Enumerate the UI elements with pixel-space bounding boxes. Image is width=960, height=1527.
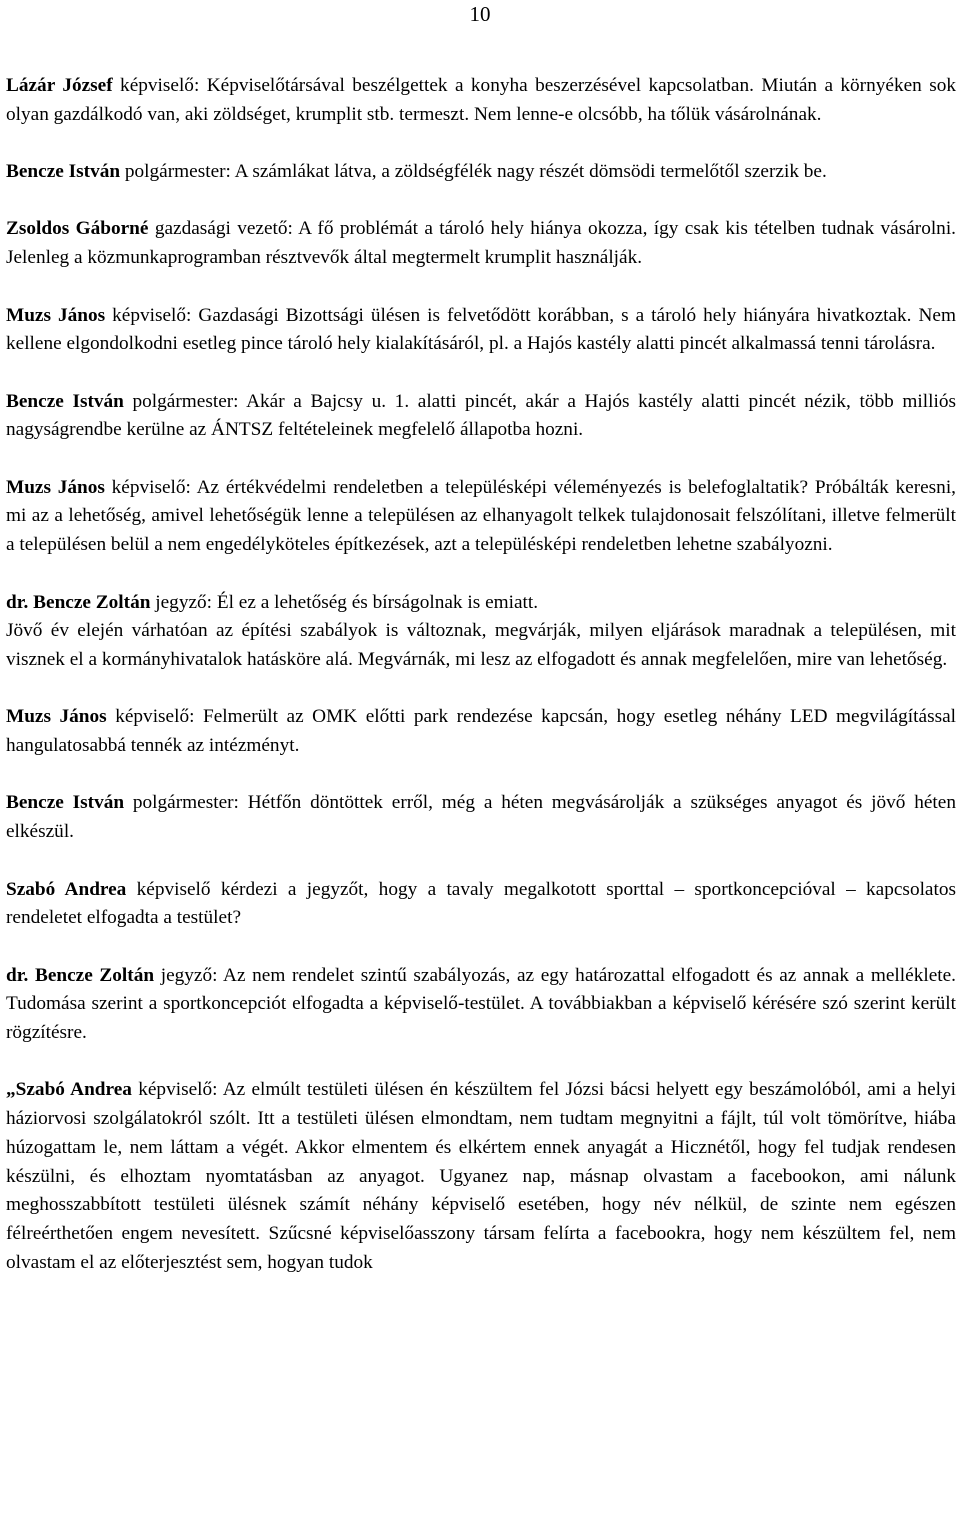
paragraph-4 — [6, 302, 956, 359]
speaker-name: „Szabó Andrea — [6, 1079, 132, 1101]
speaker-name: Muzs János — [6, 706, 107, 728]
paragraph-7 — [6, 589, 956, 618]
speaker-name: Szabó Andrea — [6, 878, 127, 900]
paragraph-2 — [6, 158, 956, 187]
paragraph-9 — [6, 703, 956, 760]
speaker-name: Bencze István — [6, 161, 121, 183]
speaker-name: Zsoldos Gáborné — [6, 218, 149, 240]
paragraph-3 — [6, 215, 956, 272]
paragraph-text: képviselő: Az értékvédelmi rendeletben a településképi véleményezés is belefoglaltatik? Próbálták keresni, mi az a lehetőség, amivel lehetőségük lenne a településen az elhanyagolt telkek tulajdonosait felszólítani, illetve felmerült a településen belül a nem engedélyköteles építkezések, azt a településképi rendeletben lehetne szabályozni. — [6, 476, 956, 556]
paragraph-text: jegyző: Él ez a lehetőség és bírságolnak is emiatt. — [150, 591, 539, 613]
paragraph-12 — [6, 962, 956, 1048]
paragraph-5 — [6, 388, 956, 445]
document-body — [6, 72, 956, 1306]
speaker-name: Muzs János — [6, 476, 105, 498]
paragraph-6 — [6, 474, 956, 560]
paragraph-11 — [6, 876, 956, 933]
speaker-name: dr. Bencze Zoltán — [6, 964, 155, 986]
paragraph-text: Jövő év elején várhatóan az építési szabályok is változnak, megvárják, milyen eljárások maradnak a településen, mit visznek el a kormányhivatalok hatásköre alá. Megvárnák, mi lesz az elfogadott és annak megfelelően, mire van lehetőség. — [6, 620, 956, 670]
paragraph-8 — [6, 617, 956, 674]
paragraph-text: gazdasági vezető: A fő problémát a tároló hely hiánya okozza, így csak kis tételben tudnak vásárolni. Jelenleg a közmunkaprogramban résztvevők által megtermelt krumplit használják. — [6, 218, 957, 269]
page-number: 10 — [469, 2, 491, 26]
paragraph-text: polgármester: A számlákat látva, a zöldségfélék nagy részét dömsödi termelőtől szerzik be. — [120, 161, 827, 183]
speaker-name: Lázár József — [6, 75, 113, 96]
speaker-name: Bencze István — [6, 792, 125, 814]
paragraph-text: képviselő: Gazdasági Bizottsági ülésen is felvetődött korábban, s a tároló hely hiányára hivatkoztak. Nem kellene elgondolkodni esetleg pince tároló hely kialakításáról, pl. a Hajós kastély alatti pincét alkalmassá tenni tárolásra. — [6, 304, 956, 355]
paragraph-text: polgármester: Hétfőn döntöttek erről, még a héten megvásárolják a szükséges anyagot és jövő héten elkészül. — [6, 792, 956, 843]
paragraph-text: jegyző: Az nem rendelet szintű szabályozás, az egy határozattal elfogadott és az annak a melléklete. Tudomása szerint a sportkoncepciót elfogadta a képviselő-testület. A továbbiakban a képviselő kérésére szó szerint került rögzítésre. — [6, 964, 956, 1044]
paragraph-text: polgármester: Akár a Bajcsy u. 1. alatti pincét, akár a Hajós kastély alatti pincét nézik, több milliós nagyságrendbe kerülne az ÁNTSZ feltételeinek megfelelő állapotba hozni. — [6, 390, 956, 441]
paragraph-text: képviselő: Felmerült az OMK előtti park rendezése kapcsán, hogy esetleg néhány LED megvilágítással hangulatosabbá tennék az intézményt. — [6, 706, 956, 757]
paragraph-text: képviselő: Az elmúlt testületi ülésen én készültem fel Józsi bácsi helyett egy beszámolóból, ami a helyi háziorvosi szolgálatokról szólt. Itt a testületi ülésen elmondtam, nem tudtam megnyitni a fájlt, túl volt tömörítve, hiába húzogattam le, nem láttam a végét. Akkor elmentem és elkértem ennek anyagát a Hicznétől, hogy fel tudjak rendesen készülni, és elhoztam nyomtatásban az anyagot. Ugyanez nap, másnap olvastam a facebookon, ami nálunk meghosszabbított testületi ülésnek számít néhány képviselő esetében, hogy név nélkül, de szinte nem egészen félreérthetően engem nevesített. Szűcsné képviselőasszony társam felírta a facebookra, hogy nem készültem fel, nem olvastam el az előterjesztést sem, hogyan tudok — [6, 1079, 956, 1273]
paragraph-1 — [6, 72, 956, 129]
paragraph-text: képviselő kérdezi a jegyzőt, hogy a tavaly megalkotott sporttal – sportkoncepcióval – kapcsolatos rendeletet elfogadta a testület? — [6, 878, 956, 929]
speaker-name: dr. Bencze Zoltán — [6, 591, 151, 613]
speaker-name: Bencze István — [6, 390, 124, 412]
speaker-name: Muzs János — [6, 304, 106, 326]
paragraph-10 — [6, 789, 956, 846]
paragraph-text: képviselő: Képviselőtársával beszélgettek a konyha beszerzésével kapcsolatban. Miután a környéken sok olyan gazdálkodó van, aki zöldséget, krumplit stb. termeszt. Nem lenne-e olcsóbb, ha tőlük vásárolnának. — [6, 75, 956, 125]
paragraph-13 — [6, 1076, 956, 1277]
